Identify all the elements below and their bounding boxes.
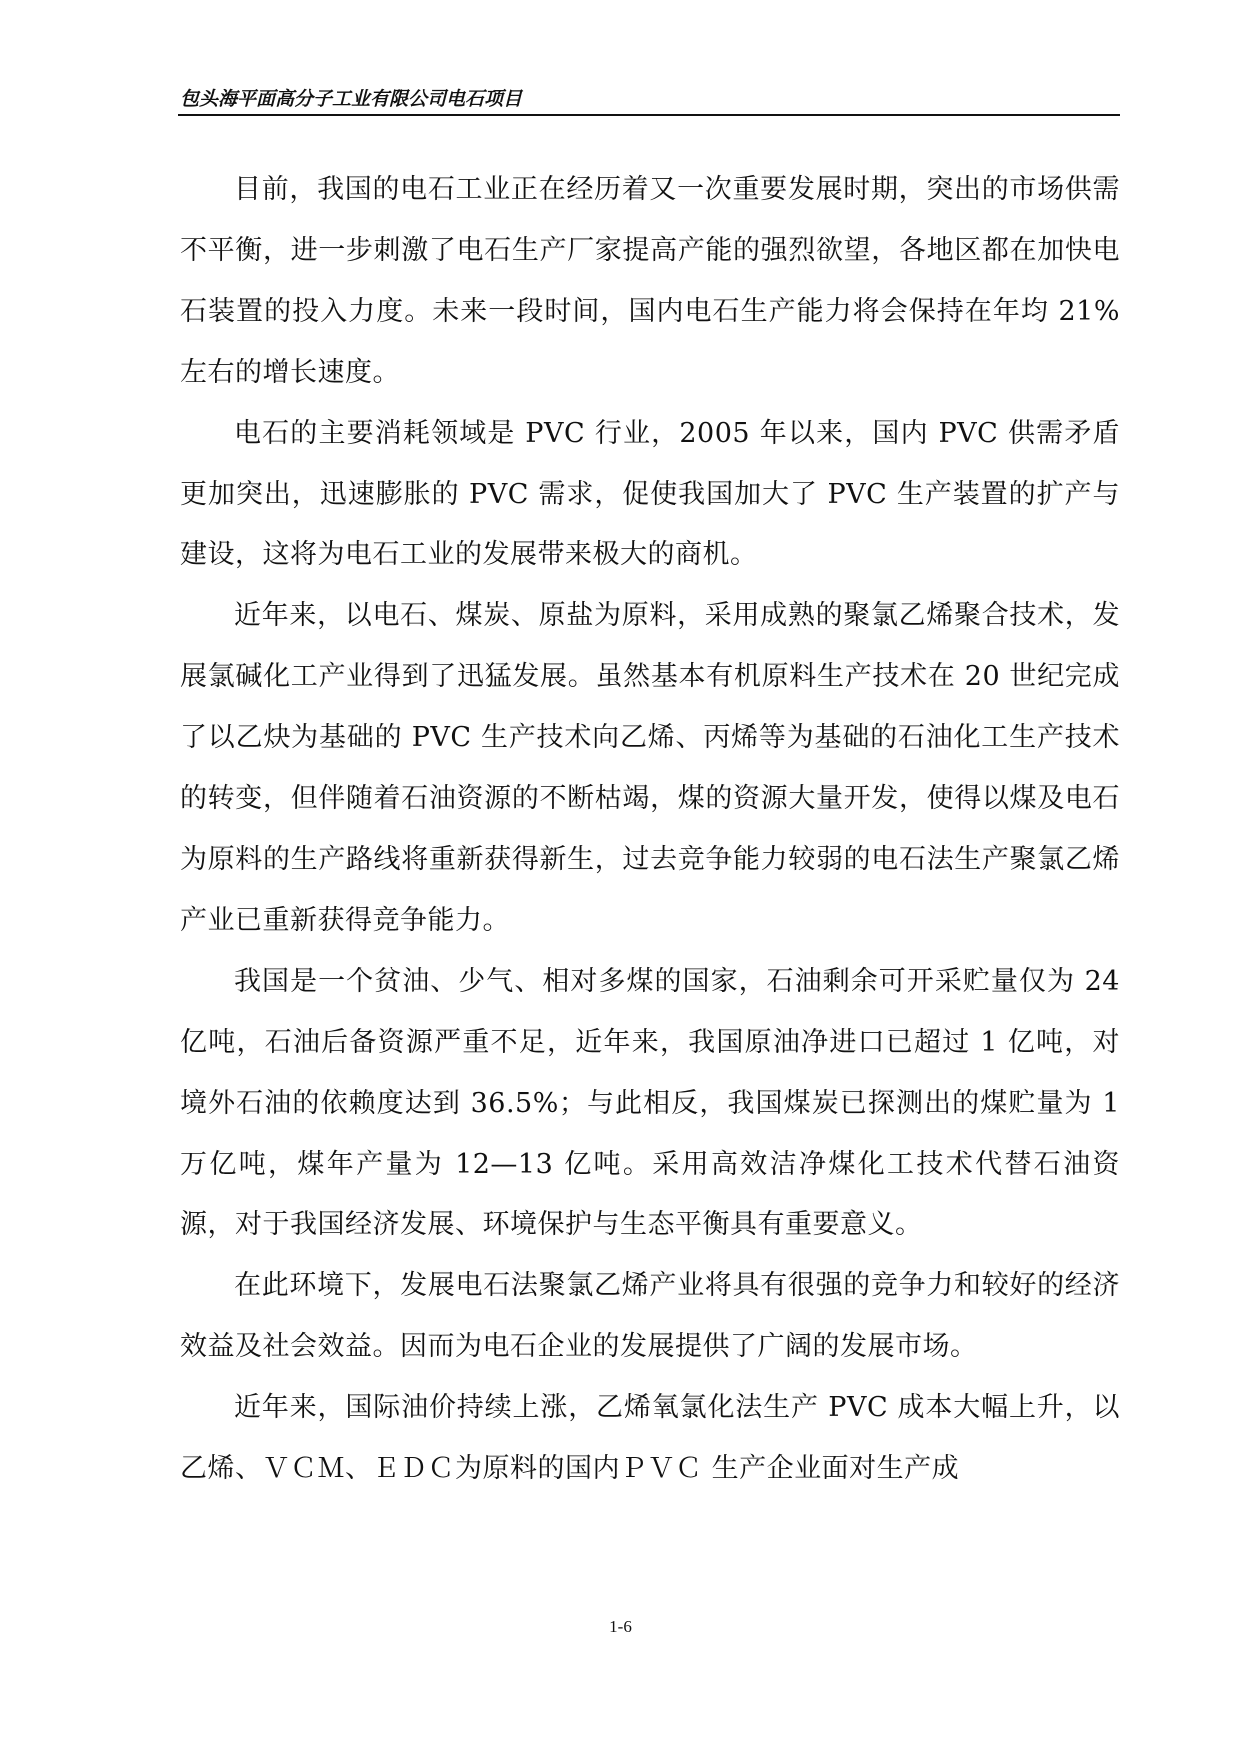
page-number: 1-6 <box>609 1617 632 1636</box>
paragraph: 在此环境下，发展电石法聚氯乙烯产业将具有很强的竞争力和较好的经济效益及社会效益。因而为电石企业的发展提供了广阔的发展市场。 <box>180 1270 1120 1363</box>
paragraph: 我国是一个贫油、少气、相对多煤的国家，石油剩余可开采贮量仅为 24 亿吨，石油后备资源严重不足，近年来，我国原油净进口已超过 1 亿吨，对境外石油的依赖度达到 36.5%；与此相反，我国煤炭已探测出的煤贮量为 1 万亿吨，煤年产量为 12—13 亿吨。采用高效洁净煤化工技术代替石油资源，对于我国经济发展、环境保护与生态平衡具有重要意义。 <box>180 965 1120 1241</box>
body-text <box>180 160 1120 1500</box>
paragraph: 目前，我国的电石工业正在经历着又一次重要发展时期，突出的市场供需不平衡，进一步刺激了电石生产厂家提高产能的强烈欲望，各地区都在加快电石装置的投入力度。未来一段时间，国内电石生产能力将会保持在年均 21%左右的增长速度。 <box>180 174 1120 388</box>
paragraph: 电石的主要消耗领域是 PVC 行业，2005 年以来，国内 PVC 供需矛盾更加突出，迅速膨胀的 PVC 需求，促使我国加大了 PVC 生产装置的扩产与建设，这将为电石工业的发展带来极大的商机。 <box>180 417 1120 571</box>
running-header: 包头海平面高分子工业有限公司电石项目 <box>180 88 523 110</box>
paragraph: 近年来，国际油价持续上涨，乙烯氧氯化法生产 PVC 成本大幅上升，以乙烯、ＶＣＭ、ＥＤＣ为原料的国内ＰＶＣ 生产企业面对生产成 <box>180 1392 1120 1485</box>
paragraph: 近年来，以电石、煤炭、原盐为原料，采用成熟的聚氯乙烯聚合技术，发展氯碱化工产业得到了迅猛发展。虽然基本有机原料生产技术在 20 世纪完成了以乙炔为基础的 PVC 生产技术向乙烯、丙烯等为基础的石油化工生产技术的转变，但伴随着石油资源的不断枯竭，煤的资源大量开发，使得以煤及电石为原料的生产路线将重新获得新生，过去竞争能力较弱的电石法生产聚氯乙烯产业已重新获得竞争能力。 <box>180 600 1120 936</box>
header-rule <box>178 114 1120 116</box>
